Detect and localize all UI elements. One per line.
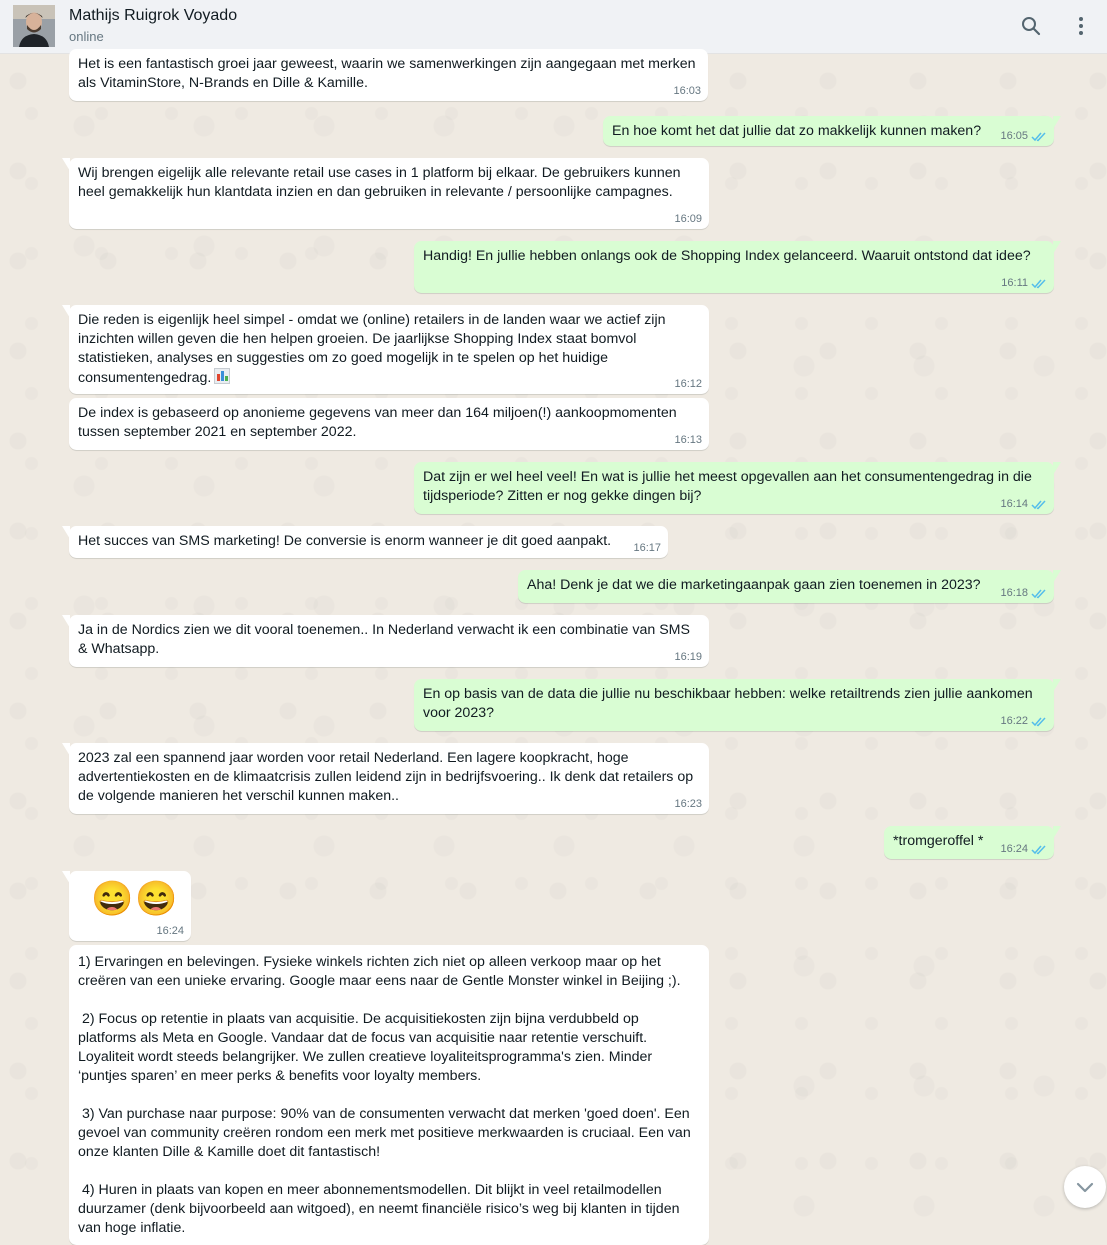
message-meta: [156, 925, 184, 937]
message-meta: [673, 85, 701, 97]
message-meta: [1000, 587, 1047, 599]
message-outgoing[interactable]: [518, 570, 1054, 603]
message-outgoing[interactable]: [414, 679, 1054, 731]
read-ticks-icon: [1031, 131, 1047, 142]
message-incoming[interactable]: [69, 398, 709, 450]
menu-kebab-icon[interactable]: [1069, 14, 1093, 38]
message-time: 16:13: [674, 434, 702, 446]
message-text: Ja in de Nordics zien we dit vooral toenemen.. In Nederland verwacht ik een combinatie van SMS & Whatsapp.: [78, 622, 694, 657]
message-time: 16:09: [674, 213, 702, 225]
bar-chart-emoji: [214, 368, 230, 384]
read-ticks-icon: [1031, 499, 1047, 510]
message-time: 16:22: [1000, 715, 1028, 727]
message-text: Het succes van SMS marketing! De conversie is enorm wanneer je dit goed aanpakt.: [78, 533, 612, 549]
message-meta: [674, 213, 702, 225]
chevron-down-icon: [1064, 1166, 1106, 1208]
avatar[interactable]: [13, 5, 55, 47]
message-text: Die reden is eigenlijk heel simpel - omdat we (online) retailers in de landen waar we actief zijn inzichten willen geven die hen helpen groeien. De jaarlijkse Shopping Index staat bomvol statistieken, analyses en suggesties om zo goed mogelijk in te spelen op het huidige consumentengedrag.: [78, 312, 670, 386]
contact-status: online: [69, 29, 104, 44]
scroll-to-bottom-button[interactable]: [1064, 1166, 1106, 1208]
message-time: 16:03: [673, 85, 701, 97]
message-outgoing[interactable]: [414, 462, 1054, 514]
message-text: Dat zijn er wel heel veel! En wat is jullie het meest opgevallen aan het consumentengedrag in die tijdsperiode? Zitten er nog gekke dingen bij?: [423, 469, 1036, 504]
message-time: 16:12: [674, 378, 702, 390]
message-text: En hoe komt het dat jullie dat zo makkelijk kunnen maken?: [612, 123, 982, 139]
message-meta: [1000, 130, 1047, 142]
message-text: 2023 zal een spannend jaar worden voor retail Nederland. Een lagere koopkracht, hoge advertentiekosten en de klimaatcrisis zullen leidend zijn in bedrijfsvoering.. Ik denk dat retailers op de volgende manieren het verschil kunnen maken..: [78, 750, 698, 804]
message-text: *tromgeroffel *: [893, 833, 984, 849]
message-text: Wij brengen eigelijk alle relevante retail use cases in 1 platform bij elkaar. De gebruikers kunnen heel gemakkelijk hun klantdata inzien en dan gebruiken in relevante / persoonlijke campagnes.: [78, 165, 685, 200]
message-time: 16:17: [633, 542, 661, 554]
message-incoming[interactable]: [69, 305, 709, 394]
message-meta: [1001, 277, 1047, 289]
message-incoming[interactable]: [69, 743, 709, 814]
message-meta: [1000, 498, 1047, 510]
message-body: [78, 311, 700, 388]
message-time: 16:14: [1000, 498, 1028, 510]
message-meta: [674, 434, 702, 446]
read-ticks-icon: [1031, 588, 1047, 599]
message-text: Handig! En jullie hebben onlangs ook de Shopping Index gelanceerd. Waaruit ontstond dat idee?: [423, 248, 1031, 264]
message-time: 16:05: [1000, 130, 1028, 142]
message-time: 16:23: [674, 798, 702, 810]
message-outgoing[interactable]: [603, 116, 1054, 146]
message-incoming[interactable]: [69, 49, 708, 101]
message-incoming[interactable]: [69, 615, 709, 667]
message-incoming[interactable]: [69, 526, 668, 558]
read-ticks-icon: [1031, 716, 1047, 727]
message-meta: [674, 651, 702, 663]
message-text: 1) Ervaringen en belevingen. Fysieke winkels richten zich niet op alleen verkoop maar op het creëren van een unieke ervaring. Google maar eens naar de Gentle Monster winkel in Beijing ;). 2) Focus op retentie in plaats van acquisitie. De acquisitiekosten zijn bijna verdubbeld op platforms als Meta en Google. Vandaar dat de focus van acquisitie naar retentie verschuift. Loyaliteit wordt steeds belangrijker. We zullen creatieve loyaliteitsprogramma's zien. Minder ‘puntjes sparen’ en meer perks & benefits voor loyalty members. 3) Van purchase naar purpose: 90% van de consumenten verwacht dat merken 'goed doen'. Een gevoel van community creëren rondom een merk met positieve merkwaarden is cruciaal. Een van onze klanten Dille & Kamille doet dit fantastisch! 4) Huren in plaats van kopen en meer abonnementsmodellen. Dit blijkt in veel retailmodellen duurzamer (denk bijvoorbeeld aan witgoed), en neemt financiële risico’s weg bij klanten in tijden van hoge inflatie.: [78, 954, 691, 1236]
chat-header: [0, 0, 1107, 54]
message-text: Aha! Denk je dat we die marketingaanpak gaan zien toenemen in 2023?: [527, 577, 981, 593]
message-text: Het is een fantastisch groei jaar geweest, waarin we samenwerkingen zijn aangegaan met merken als VitaminStore, N-Brands en Dille & Kamille.: [78, 56, 700, 91]
message-time: 16:24: [1000, 843, 1028, 855]
message-incoming[interactable]: [69, 945, 709, 1245]
message-time: 16:19: [674, 651, 702, 663]
message-meta: [1000, 843, 1047, 855]
message-meta: [633, 542, 661, 554]
message-outgoing[interactable]: [884, 826, 1054, 859]
contact-name[interactable]: Mathijs Ruigrok Voyado: [69, 7, 238, 24]
message-text: De index is gebaseerd op anonieme gegevens van meer dan 164 miljoen(!) aankoopmomenten tussen september 2021 en september 2022.: [78, 405, 681, 440]
message-outgoing[interactable]: [414, 241, 1054, 293]
message-incoming[interactable]: [69, 158, 709, 229]
message-meta: [1000, 715, 1047, 727]
chat-area[interactable]: [0, 54, 1107, 1236]
message-time: 16:18: [1000, 587, 1028, 599]
message-time: 16:11: [1001, 277, 1028, 289]
message-time: 16:24: [156, 925, 184, 937]
message-meta: [674, 798, 702, 810]
read-ticks-icon: [1031, 844, 1047, 855]
message-meta: [674, 378, 702, 390]
message-incoming[interactable]: [69, 871, 191, 941]
read-ticks-icon: [1031, 278, 1047, 289]
message-text: En op basis van de data die jullie nu beschikbaar hebben: welke retailtrends zien jullie aankomen voor 2023?: [423, 686, 1037, 721]
message-emoji: 😄😄: [91, 880, 180, 918]
search-icon[interactable]: [1019, 14, 1043, 38]
